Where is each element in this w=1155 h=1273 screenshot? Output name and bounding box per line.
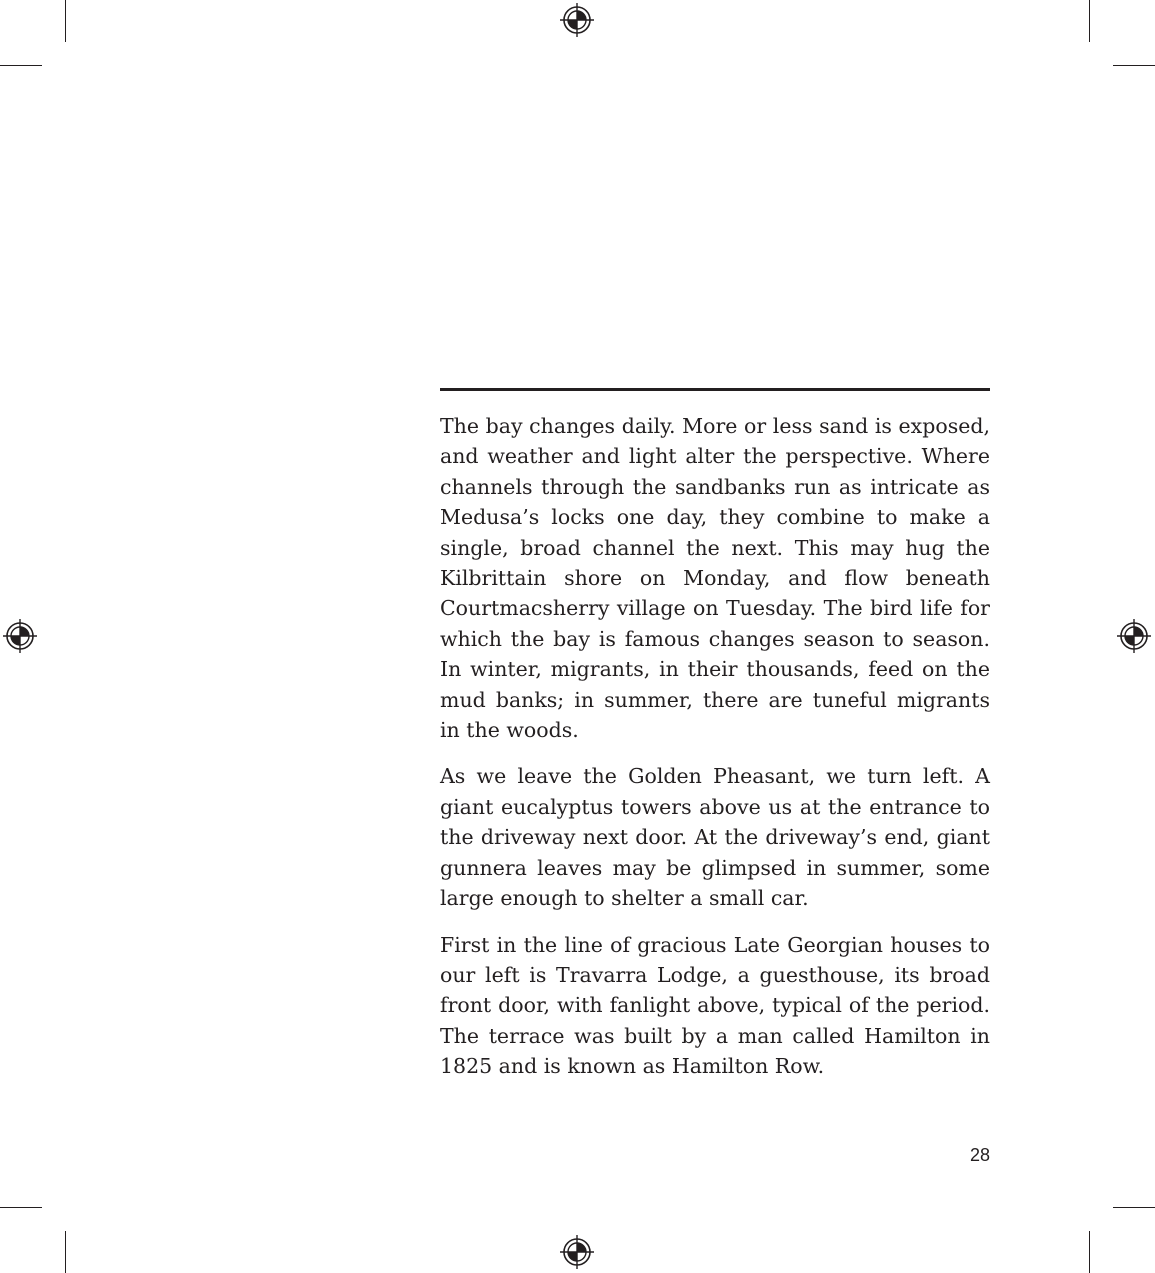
registration-mark-icon: [560, 3, 594, 37]
crop-mark-top-right-vertical: [1089, 0, 1090, 42]
page-number: 28: [969, 1145, 990, 1165]
registration-mark-icon: [3, 619, 37, 653]
crop-mark-top-right-horizontal: [1113, 65, 1155, 66]
crop-mark-bottom-left-vertical: [65, 1231, 66, 1273]
registration-mark-icon: [1117, 619, 1151, 653]
section-rule: [440, 388, 990, 391]
crop-mark-top-left-vertical: [65, 0, 66, 42]
crop-mark-bottom-right-horizontal: [1113, 1207, 1155, 1208]
paragraph-1: The bay changes daily. More or less sand is exposed, and weather and light alter the perspective. Where channels through the sandbanks run as intricate as Medusa’s locks one day, they combine to make a single, broad channel the next. This may hug the Kilbrittain shore on Monday, and flow beneath Courtmacsherry village on Tuesday. The bird life for which the bay is famous changes season to season. In winter, migrants, in their thousands, feed on the mud banks; in summer, there are tuneful migrants in the woods.: [440, 414, 990, 743]
registration-mark-icon: [560, 1235, 594, 1269]
paragraph-2: As we leave the Golden Pheasant, we turn left. A giant eucalyptus towers above us at the entrance to the driveway next door. At the driveway’s end, giant gunnera leaves may be glimpsed in summer, some large enough to shelter a small car.: [440, 764, 990, 911]
crop-mark-bottom-left-horizontal: [0, 1207, 42, 1208]
body-text: [440, 411, 990, 1098]
crop-mark-top-left-horizontal: [0, 65, 42, 66]
paragraph-3: First in the line of gracious Late Georgian houses to our left is Travarra Lodge, a guesthouse, its broad front door, with fanlight above, typical of the period. The terrace was built by a man called Hamilton in 1825 and is known as Hamilton Row.: [440, 932, 990, 1079]
crop-mark-bottom-right-vertical: [1089, 1231, 1090, 1273]
